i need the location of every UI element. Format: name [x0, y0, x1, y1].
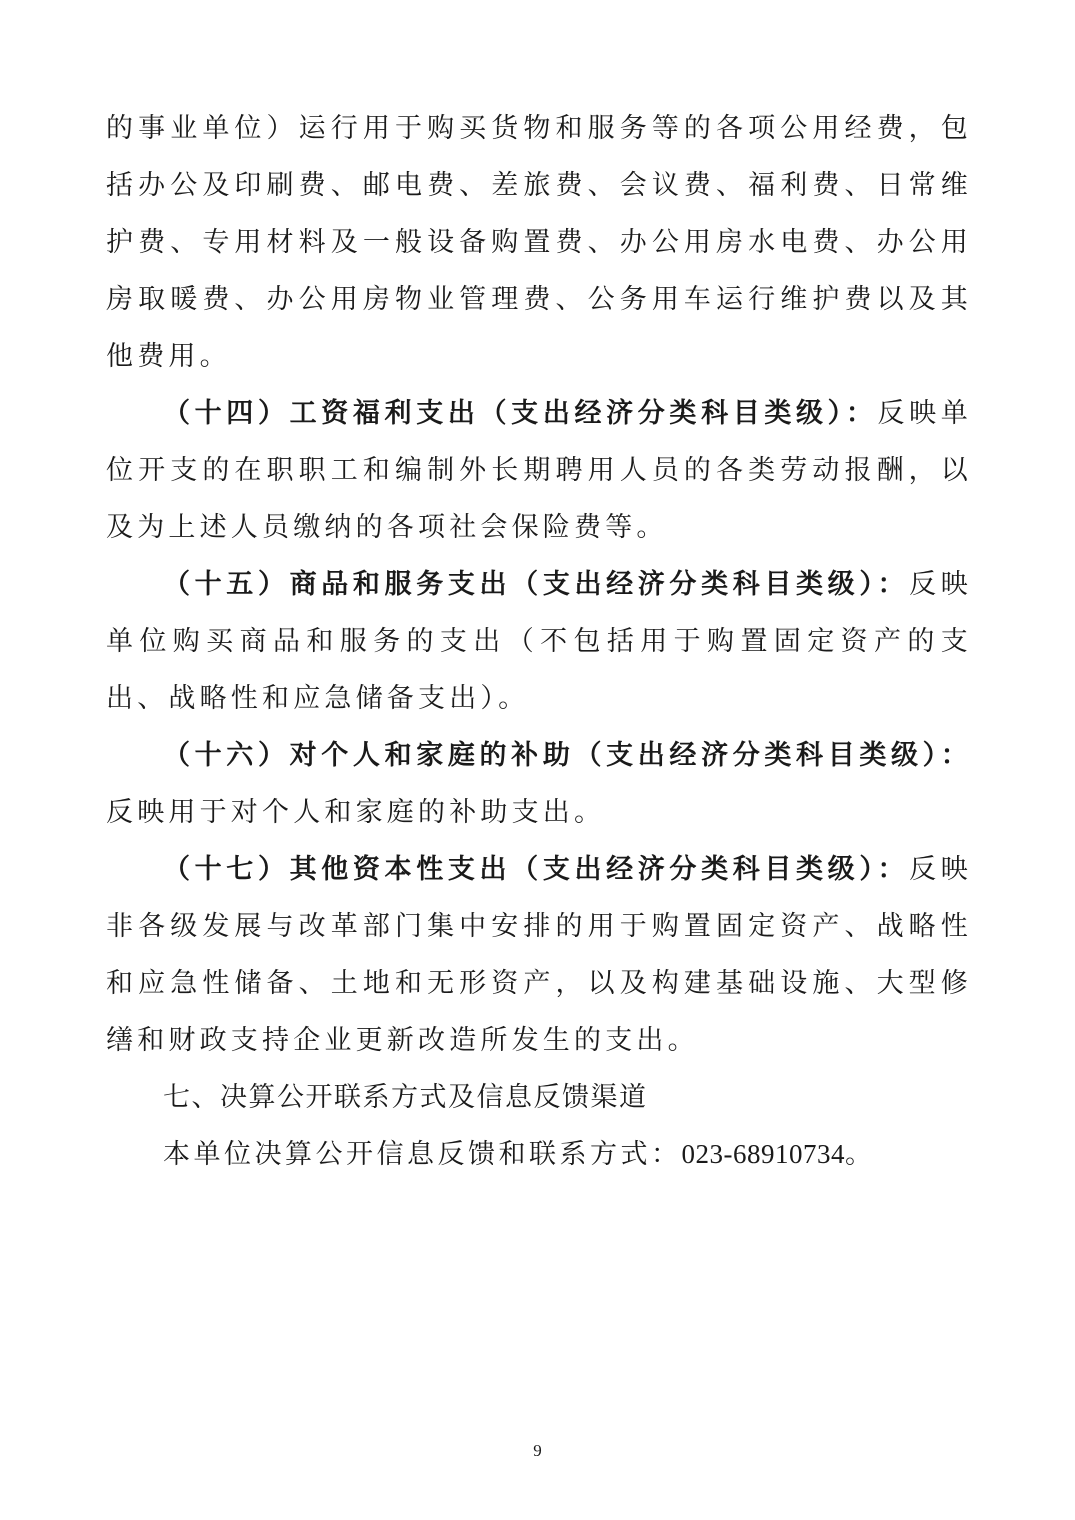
item-16-paragraph — [106, 727, 972, 841]
contact-paragraph — [106, 1126, 972, 1183]
item-16-body: 反映用于对个人和家庭的补助支出。 — [106, 797, 606, 828]
item-16-title: （十六）对个人和家庭的补助（支出经济分类科目类级）： — [163, 740, 972, 771]
item-15-paragraph — [106, 556, 972, 727]
section-7-heading: 七、决算公开联系方式及信息反馈渠道 — [163, 1082, 648, 1113]
item-17-title: （十七）其他资本性支出（支出经济分类科目类级）： — [163, 854, 910, 885]
item-14-title: （十四）工资福利支出（支出经济分类科目类级）： — [163, 398, 878, 429]
item-15-title: （十五）商品和服务支出（支出经济分类科目类级）： — [163, 569, 910, 600]
item-15-body: 反映单位购买商品和服务的支出（不包括用于购置固定资产的支出、战略性和应急储备支出）。 — [106, 569, 972, 714]
item-14-paragraph — [106, 385, 972, 556]
item-14-body: 反映单位开支的在职职工和编制外长期聘用人员的各类劳动报酬，以及为上述人员缴纳的各项社会保险费等。 — [106, 398, 972, 543]
continuation-paragraph: 的事业单位）运行用于购买货物和服务等的各项公用经费，包括办公及印刷费、邮电费、差旅费、会议费、福利费、日常维护费、专用材料及一般设备购置费、办公用房水电费、办公用房取暖费、办公用房物业管理费、公务用车运行维护费以及其他费用。 — [106, 113, 972, 372]
contact-label: 本单位决算公开信息反馈和联系方式： — [163, 1139, 682, 1170]
contact-end-punctuation: 。 — [845, 1139, 876, 1170]
page-content — [106, 100, 972, 1183]
item-17-body: 反映非各级发展与改革部门集中安排的用于购置固定资产、战略性和应急性储备、土地和无形资产，以及构建基础设施、大型修缮和财政支持企业更新改造所发生的支出。 — [106, 854, 972, 1056]
contact-phone-number: 023-68910734 — [681, 1139, 845, 1169]
item-17-paragraph — [106, 841, 972, 1069]
page-number: 9 — [533, 1441, 542, 1460]
